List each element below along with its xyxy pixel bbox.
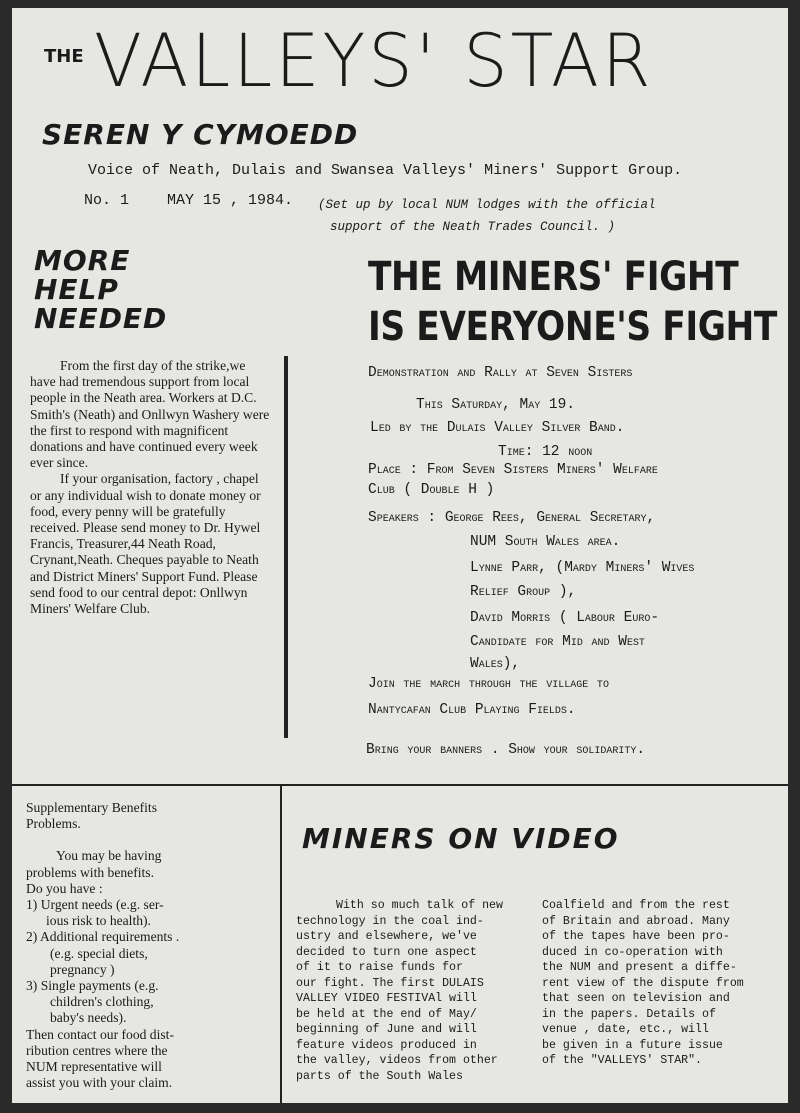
issue-note-line-1: (Set up by local NUM lodges with the official (318, 198, 656, 212)
benefits-line: Do you have : (26, 880, 103, 896)
rally-headline-line-2: IS EVERYONE'S FIGHT (368, 304, 777, 350)
benefits-line: problems with benefits. (26, 864, 154, 880)
video-line: be given in a future issue (542, 1038, 723, 1052)
more-help-heading-line: MORE (34, 244, 131, 277)
benefits-spacer (26, 832, 266, 848)
rally-line: Demonstration and Rally at Seven Sisters (368, 365, 633, 381)
newsletter-page (12, 8, 788, 1103)
video-line: of it to raise funds for (296, 961, 463, 974)
rally-line: Place : From Seven Sisters Miners' Welfare (368, 462, 658, 478)
issue-note-line-2: support of the Neath Trades Council. ) (330, 220, 616, 234)
rally-time: Time: 12 noon (498, 444, 593, 460)
rally-line: Candidate for Mid and West (470, 634, 645, 650)
issue-date: MAY 15 , 1984. (167, 192, 294, 209)
benefits-line: 3) Single payments (e.g. (26, 978, 159, 994)
rally-line: NUM South Wales area. (470, 534, 621, 550)
rally-line: Lynne Parr, (Mardy Miners' Wives (470, 560, 695, 576)
rally-line: David Morris ( Labour Euro- (470, 610, 660, 626)
video-line: the NUM and present a diffe- (542, 961, 737, 974)
masthead-subtitle: Voice of Neath, Dulais and Swansea Valleys' Miners' Support Group. (88, 162, 683, 179)
masthead-the: THE (44, 46, 84, 67)
rally-line: Relief Group ), (470, 584, 577, 600)
more-help-article (30, 358, 270, 617)
rally-line: Nantycafan Club Playing Fields. (368, 702, 576, 718)
more-help-heading-line: NEEDED (34, 302, 168, 335)
horizontal-divider (12, 784, 788, 786)
video-line: parts of the South Wales (296, 1069, 463, 1083)
rally-headline (368, 252, 777, 352)
masthead-title: VALLEYS' STAR (94, 17, 654, 105)
video-line: rent view of the dispute from (542, 976, 744, 990)
video-column-2 (542, 898, 774, 1069)
benefits-line: Then contact our food dist- (26, 1026, 174, 1042)
issue-number: No. 1 (84, 192, 130, 209)
benefits-line: assist you with your claim. (26, 1075, 173, 1091)
bottom-column-divider (280, 784, 282, 1103)
benefits-line: Supplementary Benefits (26, 800, 157, 815)
issue-note (318, 194, 718, 238)
video-line: ustry and elsewhere, we've (296, 930, 477, 943)
video-line: decided to turn one aspect (296, 945, 477, 959)
video-line: in the papers. Details of (542, 1007, 716, 1021)
masthead-welsh-title: SEREN Y CYMOEDD (42, 118, 359, 151)
video-column-1 (296, 898, 528, 1084)
video-line: the valley, videos from other (296, 1054, 498, 1067)
video-line: of Britain and abroad. Many (542, 914, 730, 928)
benefits-line: 1) Urgent needs (e.g. ser- (26, 897, 164, 913)
video-line: be held at the end of May/ (296, 1007, 477, 1021)
column-divider (284, 356, 288, 738)
benefits-line: (e.g. special diets, (50, 945, 148, 961)
video-line: beginning of June and will (296, 1023, 477, 1036)
benefits-line: baby's needs). (50, 1010, 127, 1026)
benefits-line: Problems. (26, 816, 81, 832)
video-line: With so much talk of new (336, 899, 503, 912)
video-line: venue , date, etc., will (542, 1023, 709, 1036)
rally-line: Led by the Dulais Valley Silver Band. (370, 420, 625, 436)
more-help-heading (34, 246, 167, 333)
video-line: feature videos produced in (296, 1038, 477, 1052)
benefits-line: ribution centres where the (26, 1042, 168, 1058)
rally-slogan: Bring your banners . Show your solidarity. (366, 742, 646, 758)
rally-line: This Saturday, May 19. (416, 397, 576, 413)
video-line: of the "VALLEYS' STAR". (542, 1054, 703, 1067)
video-line: our fight. The first DULAIS (296, 976, 484, 990)
rally-line: Join the march through the village to (368, 676, 609, 692)
video-line: VALLEY VIDEO FESTIVAl will (296, 992, 477, 1005)
video-heading: MINERS ON VIDEO (302, 822, 620, 855)
rally-headline-line-1: THE MINERS' FIGHT (368, 254, 739, 300)
more-help-paragraph: From the first day of the strike,we have had tremendous support from local people in the Neath area. Workers at D.C. Smith's (Neath) and Onllwyn Washery were the first to respond with magnificent donations and have continued every week ever since. (30, 358, 270, 471)
benefits-line: children's clothing, (50, 994, 154, 1010)
video-line: duced in co-operation with (542, 945, 723, 959)
benefits-line: NUM representative will (26, 1059, 162, 1075)
benefits-article (26, 800, 266, 1091)
rally-line: Club ( Double H ) (368, 482, 495, 498)
rally-speakers: Speakers : George Rees, General Secretary, (368, 510, 656, 526)
video-line: of the tapes have been pro- (542, 930, 730, 943)
rally-line: Wales), (470, 656, 521, 672)
more-help-paragraph: If your organisation, factory , chapel or any individual wish to donate money or food, every penny will be gratefully received. Please send money to Dr. Hywel Francis, Treasurer,44 Neath Road, Crynant,Neath. Cheques payable to Neath and District Miners' Support Fund. Please send food to our central depot: Onllwyn Miners' Welfare Club. (30, 471, 261, 617)
video-line: technology in the coal ind- (296, 914, 484, 928)
video-line: Coalfield and from the rest (542, 899, 730, 912)
benefits-line: pregnancy ) (50, 961, 115, 977)
more-help-heading-line: HELP (34, 273, 119, 306)
benefits-line: You may be having (56, 848, 162, 864)
benefits-line: ious risk to health). (46, 913, 151, 929)
video-line: that seen on television and (542, 992, 730, 1005)
benefits-line: 2) Additional requirements . (26, 929, 180, 945)
